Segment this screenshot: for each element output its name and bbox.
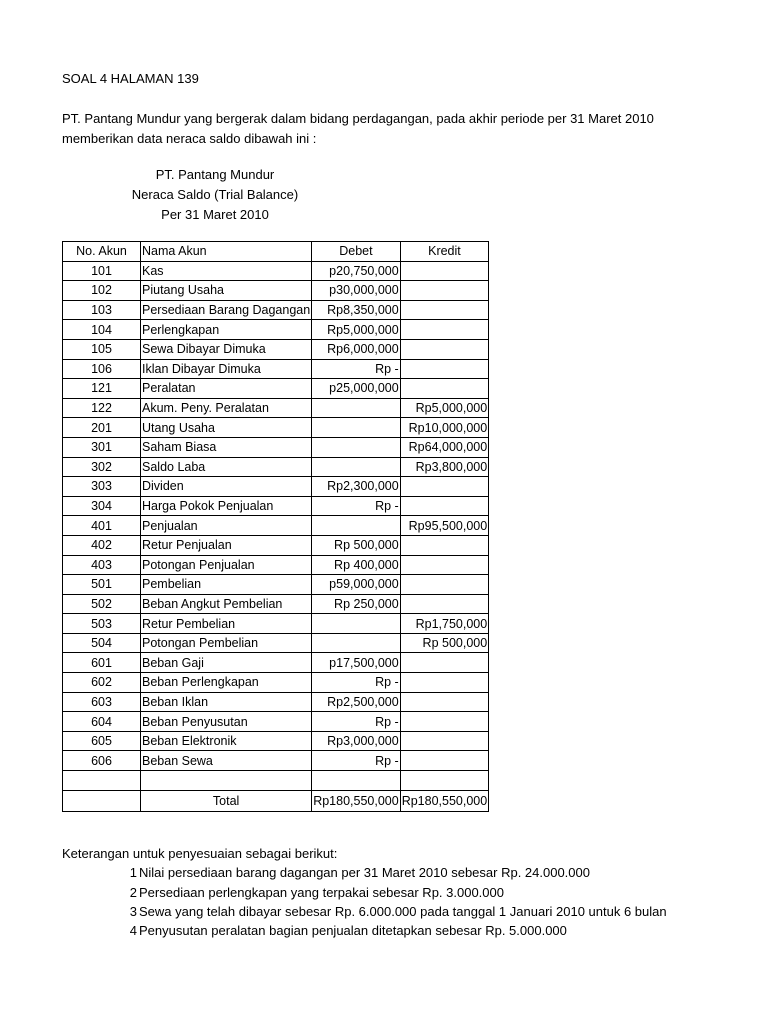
cell-kredit <box>400 535 489 555</box>
cell-nama-akun: Piutang Usaha <box>141 281 312 301</box>
table-row <box>63 575 489 595</box>
cell-no-akun: 606 <box>63 751 141 771</box>
cell-no-akun: 106 <box>63 359 141 379</box>
cell-kredit <box>400 477 489 497</box>
cell-debet: p30,000,000 <box>312 281 401 301</box>
note-number: 4 <box>129 923 137 938</box>
cell-debet: Rp 500,000 <box>312 535 401 555</box>
table-row <box>63 379 489 399</box>
cell-debet: Rp - <box>312 673 401 693</box>
cell-debet: Rp2,500,000 <box>312 692 401 712</box>
cell-debet: Rp - <box>312 496 401 516</box>
note-item <box>127 865 590 881</box>
cell-nama-akun: Perlengkapan <box>141 320 312 340</box>
note-item <box>127 923 567 939</box>
cell-kredit: Rp95,500,000 <box>400 516 489 536</box>
table-row <box>63 437 489 457</box>
cell-debet: Rp3,000,000 <box>312 731 401 751</box>
note-item <box>127 904 667 920</box>
cell-no-akun: 602 <box>63 673 141 693</box>
cell-debet <box>312 418 401 438</box>
cell-nama-akun: Iklan Dibayar Dimuka <box>141 359 312 379</box>
cell-debet: Rp - <box>312 712 401 732</box>
cell-no-akun: 501 <box>63 575 141 595</box>
table-total-row <box>63 790 489 811</box>
table-row <box>63 457 489 477</box>
table-row <box>63 673 489 693</box>
note-text: Sewa yang telah dibayar sebesar Rp. 6.000.000 pada tanggal 1 Januari 2010 untuk 6 bulan <box>139 904 667 919</box>
cell-nama-akun: Beban Angkut Pembelian <box>141 594 312 614</box>
cell-no-akun: 102 <box>63 281 141 301</box>
cell-nama-akun: Penjualan <box>141 516 312 536</box>
cell-no-akun: 122 <box>63 398 141 418</box>
cell-nama-akun: Persediaan Barang Dagangan <box>141 300 312 320</box>
cell-debet <box>312 398 401 418</box>
cell-no-akun: 301 <box>63 437 141 457</box>
note-item <box>127 885 504 901</box>
cell-no-akun: 304 <box>63 496 141 516</box>
cell-kredit: Rp1,750,000 <box>400 614 489 634</box>
cell-debet: Rp - <box>312 359 401 379</box>
note-text: Penyusutan peralatan bagian penjualan ditetapkan sebesar Rp. 5.000.000 <box>139 923 567 938</box>
cell-kredit <box>400 653 489 673</box>
cell-no-akun: 303 <box>63 477 141 497</box>
note-number: 3 <box>129 904 137 919</box>
cell-no-akun: 402 <box>63 535 141 555</box>
cell-nama-akun: Beban Sewa <box>141 751 312 771</box>
table-row <box>63 261 489 281</box>
cell-no-akun: 503 <box>63 614 141 634</box>
intro-line-1: PT. Pantang Mundur yang bergerak dalam bidang perdagangan, pada akhir periode per 31 Maret 2010 <box>62 111 654 126</box>
table-row <box>63 359 489 379</box>
cell-debet <box>312 457 401 477</box>
cell-debet: Rp8,350,000 <box>312 300 401 320</box>
cell-total-empty <box>63 790 141 811</box>
cell-nama-akun: Retur Pembelian <box>141 614 312 634</box>
cell-kredit <box>400 751 489 771</box>
cell-debet: p59,000,000 <box>312 575 401 595</box>
intro-line-2: memberikan data neraca saldo dibawah ini : <box>62 131 317 146</box>
cell-kredit <box>400 731 489 751</box>
cell-no-akun: 504 <box>63 633 141 653</box>
cell-nama-akun: Saldo Laba <box>141 457 312 477</box>
cell-debet: Rp - <box>312 751 401 771</box>
cell-kredit <box>400 261 489 281</box>
cell-no-akun: 101 <box>63 261 141 281</box>
notes-title: Keterangan untuk penyesuaian sebagai berikut: <box>62 846 338 861</box>
cell-kredit <box>400 339 489 359</box>
table-row <box>63 692 489 712</box>
cell-kredit <box>400 555 489 575</box>
table-row <box>63 516 489 536</box>
table-date-title: Per 31 Maret 2010 <box>161 207 269 222</box>
cell-nama-akun: Beban Iklan <box>141 692 312 712</box>
table-row <box>63 731 489 751</box>
cell-nama-akun: Harga Pokok Penjualan <box>141 496 312 516</box>
cell-debet: Rp 400,000 <box>312 555 401 575</box>
cell-debet: p17,500,000 <box>312 653 401 673</box>
cell-kredit <box>400 496 489 516</box>
cell-no-akun: 403 <box>63 555 141 575</box>
cell-nama-akun: Saham Biasa <box>141 437 312 457</box>
table-row <box>63 653 489 673</box>
header-no-akun: No. Akun <box>63 242 141 262</box>
header-nama-akun: Nama Akun <box>141 242 312 262</box>
cell-kredit <box>400 692 489 712</box>
page-heading: SOAL 4 HALAMAN 139 <box>62 71 199 86</box>
cell-no-akun: 104 <box>63 320 141 340</box>
cell-nama-akun: Beban Perlengkapan <box>141 673 312 693</box>
table-row <box>63 300 489 320</box>
table-row <box>63 751 489 771</box>
note-number: 1 <box>129 865 137 880</box>
table-row <box>63 477 489 497</box>
table-row <box>63 633 489 653</box>
table-row <box>63 594 489 614</box>
cell-kredit <box>400 594 489 614</box>
cell-kredit <box>400 771 489 791</box>
cell-nama-akun: Retur Penjualan <box>141 535 312 555</box>
cell-kredit <box>400 673 489 693</box>
cell-debet: p25,000,000 <box>312 379 401 399</box>
table-row <box>63 771 489 791</box>
cell-no-akun: 103 <box>63 300 141 320</box>
cell-debet: Rp6,000,000 <box>312 339 401 359</box>
cell-no-akun: 401 <box>63 516 141 536</box>
cell-nama-akun: Akum. Peny. Peralatan <box>141 398 312 418</box>
cell-total-kredit: Rp180,550,000 <box>400 790 489 811</box>
cell-kredit <box>400 379 489 399</box>
cell-kredit <box>400 712 489 732</box>
cell-nama-akun: Peralatan <box>141 379 312 399</box>
cell-no-akun: 604 <box>63 712 141 732</box>
table-row <box>63 555 489 575</box>
cell-nama-akun: Pembelian <box>141 575 312 595</box>
cell-debet <box>312 437 401 457</box>
trial-balance-table <box>62 241 489 812</box>
cell-no-akun: 601 <box>63 653 141 673</box>
cell-no-akun: 302 <box>63 457 141 477</box>
cell-no-akun: 105 <box>63 339 141 359</box>
table-row <box>63 339 489 359</box>
header-debet: Debet <box>312 242 401 262</box>
cell-kredit: Rp5,000,000 <box>400 398 489 418</box>
cell-nama-akun: Beban Elektronik <box>141 731 312 751</box>
cell-no-akun: 502 <box>63 594 141 614</box>
header-kredit: Kredit <box>400 242 489 262</box>
table-row <box>63 496 489 516</box>
table-row <box>63 320 489 340</box>
cell-kredit: Rp 500,000 <box>400 633 489 653</box>
cell-kredit <box>400 300 489 320</box>
cell-nama-akun: Kas <box>141 261 312 281</box>
cell-debet: Rp2,300,000 <box>312 477 401 497</box>
cell-nama-akun: Beban Penyusutan <box>141 712 312 732</box>
cell-debet <box>312 633 401 653</box>
cell-total-label: Total <box>141 790 312 811</box>
cell-no-akun <box>63 771 141 791</box>
cell-debet: Rp 250,000 <box>312 594 401 614</box>
note-text: Persediaan perlengkapan yang terpakai sebesar Rp. 3.000.000 <box>139 885 504 900</box>
cell-debet: p20,750,000 <box>312 261 401 281</box>
cell-no-akun: 201 <box>63 418 141 438</box>
table-row <box>63 535 489 555</box>
table-header-row <box>63 242 489 262</box>
cell-nama-akun: Sewa Dibayar Dimuka <box>141 339 312 359</box>
note-number: 2 <box>129 885 137 900</box>
cell-debet <box>312 614 401 634</box>
note-text: Nilai persediaan barang dagangan per 31 Maret 2010 sebesar Rp. 24.000.000 <box>139 865 590 880</box>
cell-nama-akun: Beban Gaji <box>141 653 312 673</box>
table-row <box>63 614 489 634</box>
table-company-title: PT. Pantang Mundur <box>155 167 275 182</box>
cell-kredit: Rp64,000,000 <box>400 437 489 457</box>
cell-nama-akun: Potongan Penjualan <box>141 555 312 575</box>
cell-no-akun: 121 <box>63 379 141 399</box>
cell-debet <box>312 516 401 536</box>
cell-debet: Rp5,000,000 <box>312 320 401 340</box>
cell-kredit <box>400 359 489 379</box>
cell-no-akun: 603 <box>63 692 141 712</box>
cell-kredit <box>400 320 489 340</box>
cell-kredit <box>400 575 489 595</box>
cell-kredit <box>400 281 489 301</box>
table-row <box>63 281 489 301</box>
cell-kredit: Rp10,000,000 <box>400 418 489 438</box>
table-row <box>63 398 489 418</box>
table-row <box>63 418 489 438</box>
cell-debet <box>312 771 401 791</box>
cell-no-akun: 605 <box>63 731 141 751</box>
cell-nama-akun <box>141 771 312 791</box>
cell-total-debet: Rp180,550,000 <box>312 790 401 811</box>
cell-nama-akun: Utang Usaha <box>141 418 312 438</box>
cell-nama-akun: Dividen <box>141 477 312 497</box>
cell-nama-akun: Potongan Pembelian <box>141 633 312 653</box>
cell-kredit: Rp3,800,000 <box>400 457 489 477</box>
table-row <box>63 712 489 732</box>
table-report-title: Neraca Saldo (Trial Balance) <box>131 187 299 202</box>
